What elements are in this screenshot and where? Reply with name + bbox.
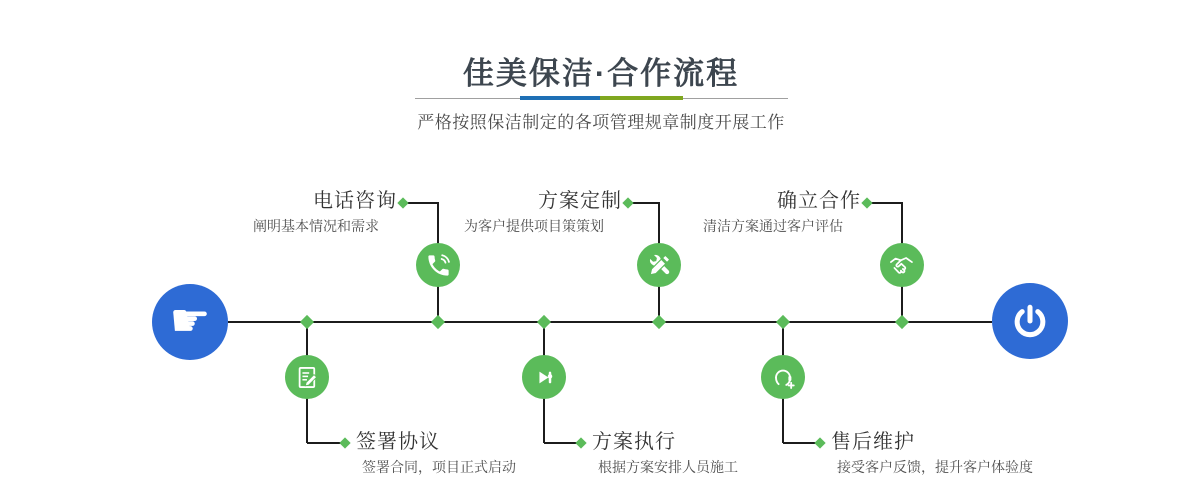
- label-diamond-step3: [861, 197, 872, 208]
- timeline-junction-diamond: [431, 315, 445, 329]
- divider-green-segment: [600, 96, 683, 100]
- step-desc: 阐明基本情况和需求: [253, 218, 379, 234]
- step-title: 签署协议: [356, 431, 440, 453]
- timeline-line: [228, 321, 992, 323]
- step-desc: 签署合同，项目正式启动: [362, 459, 516, 475]
- step-title: 方案定制: [538, 190, 622, 212]
- step-node-aftersales: [761, 355, 805, 399]
- step-node-cooperation: [880, 243, 924, 287]
- step-title: 电话咨询: [313, 190, 397, 212]
- step-desc: 为客户提供项目策策划: [464, 218, 604, 234]
- end-node: [992, 283, 1068, 359]
- headset-plus-icon: [769, 363, 797, 391]
- step-label-aftersales: [831, 430, 1033, 476]
- step-label-plan: [464, 189, 622, 235]
- page-subtitle: 严格按照保洁制定的各项管理规章制度开展工作: [417, 113, 785, 132]
- divider-blue-segment: [520, 96, 600, 100]
- step-node-plan: [637, 243, 681, 287]
- power-icon: [1008, 299, 1052, 343]
- label-diamond-step1: [397, 197, 408, 208]
- timeline-junction-diamond: [652, 315, 666, 329]
- phone-icon: [425, 252, 452, 279]
- label-diamond-step2: [622, 197, 633, 208]
- step-node-contract: [285, 355, 329, 399]
- step-title: 方案执行: [592, 431, 676, 453]
- timeline-junction-diamond: [300, 315, 314, 329]
- step-desc: 根据方案安排人员施工: [598, 459, 738, 475]
- label-diamond-step6: [814, 437, 825, 448]
- step-node-phone: [416, 243, 460, 287]
- step-label-execution: [592, 430, 738, 476]
- handshake-icon: [888, 251, 916, 279]
- step-desc: 清洁方案通过客户评估: [703, 218, 843, 234]
- play-next-icon: [531, 364, 558, 391]
- timeline-junction-diamond: [776, 315, 790, 329]
- step-label-contract: [356, 430, 516, 476]
- timeline-junction-diamond: [537, 315, 551, 329]
- label-diamond-step5: [575, 437, 586, 448]
- timeline-junction-diamond: [895, 315, 909, 329]
- pointing-hand-icon: ☛: [169, 293, 211, 347]
- pencil-wrench-icon: [646, 252, 673, 279]
- start-node: [152, 284, 228, 360]
- title-divider: [415, 94, 788, 102]
- step-label-cooperation: [703, 189, 861, 235]
- step-title: 确立合作: [777, 190, 861, 212]
- page-title: 佳美保洁·合作流程: [462, 56, 740, 91]
- label-diamond-step4: [339, 437, 350, 448]
- step-node-execution: [522, 355, 566, 399]
- step-title: 售后维护: [831, 431, 915, 453]
- step-desc: 接受客户反馈，提升客户体验度: [837, 459, 1033, 475]
- step-label-phone: [253, 189, 397, 235]
- contract-pen-icon: [294, 364, 321, 391]
